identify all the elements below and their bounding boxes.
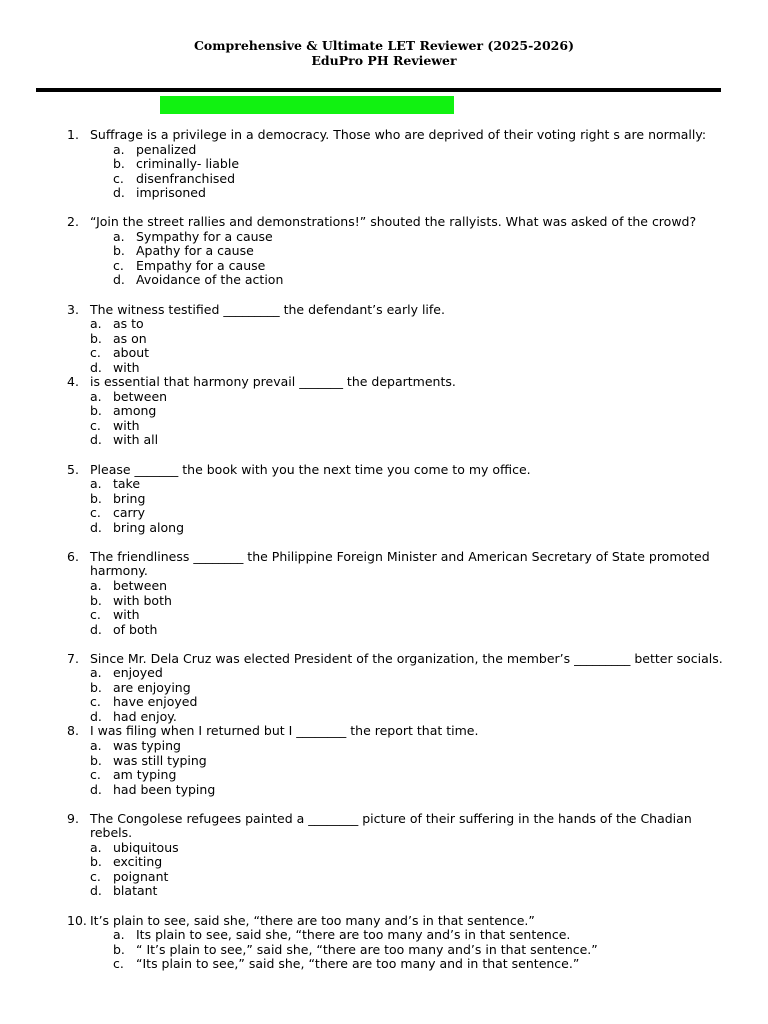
question-text: is essential that harmony prevail _______ the departments. [90, 374, 456, 390]
option [113, 259, 730, 274]
option-letter: d. [113, 185, 125, 201]
document-title: Comprehensive & Ultimate LET Reviewer (2025-2026) [193, 38, 574, 53]
option-text: was typing [113, 737, 181, 753]
option-letter: c. [90, 767, 101, 783]
question-text: Please _______ the book with you the next time you come to my office. [90, 461, 531, 477]
question-10 [67, 912, 730, 972]
option-letter: c. [90, 417, 101, 433]
option-text: penalized [136, 141, 197, 157]
option [113, 928, 730, 943]
option-letter: a. [90, 737, 102, 753]
option-letter: a. [90, 388, 102, 404]
option-text: “Its plain to see,” said she, “there are too many and in that sentence.” [136, 956, 580, 972]
option-text: enjoyed [113, 665, 163, 681]
option-letter: a. [90, 316, 102, 332]
question-list [0, 128, 768, 972]
option-text: between [113, 388, 168, 404]
option-text: among [113, 403, 157, 419]
question-3 [67, 301, 730, 376]
option-letter: d. [90, 621, 102, 637]
option-letter: d. [90, 781, 102, 797]
question-text: Suffrage is a privilege in a democracy. Those who are deprived of their voting right s are normally: [90, 127, 707, 142]
option-letter: d. [90, 708, 102, 724]
option-text: are enjoying [113, 679, 191, 695]
options [90, 390, 730, 448]
option [113, 157, 730, 172]
question-number: 6. [67, 548, 79, 564]
option [90, 681, 730, 696]
option-text: as to [113, 316, 144, 332]
question-number: 9. [67, 810, 79, 826]
option [90, 361, 730, 376]
option-text: ubiquitous [113, 839, 179, 855]
option-text: with all [113, 432, 159, 448]
option-letter: d. [90, 359, 102, 375]
option-text: take [113, 476, 141, 492]
option-text: have enjoyed [113, 694, 198, 710]
option [90, 579, 730, 594]
option [90, 433, 730, 448]
option-text: criminally- liable [136, 156, 240, 172]
options [113, 928, 730, 972]
option-letter: b. [90, 592, 102, 608]
question-2 [67, 214, 730, 288]
option [90, 506, 730, 521]
option [113, 143, 730, 158]
option [90, 404, 730, 419]
header-rule [36, 88, 721, 92]
option-text: imprisoned [136, 185, 206, 201]
option-letter: b. [113, 243, 125, 259]
option [90, 754, 730, 769]
document-subtitle: EduPro PH Reviewer [311, 53, 457, 68]
option [113, 244, 730, 259]
option-text: “ It’s plain to see,” said she, “there are too many and’s in that sentence.” [136, 941, 598, 957]
option-letter: b. [90, 752, 102, 768]
options [113, 230, 730, 288]
option [90, 608, 730, 623]
options [90, 841, 730, 899]
option-text: Avoidance of the action [136, 272, 284, 288]
option-letter: b. [90, 854, 102, 870]
question-text: The witness testified _________ the defendant’s early life. [90, 301, 445, 317]
option-letter: a. [90, 476, 102, 492]
option-letter: b. [90, 330, 102, 346]
question-9 [67, 810, 730, 899]
question-8 [67, 723, 730, 797]
option-text: poignant [113, 868, 169, 884]
option-letter: c. [90, 607, 101, 623]
option-letter: a. [113, 927, 125, 943]
question-number: 1. [67, 127, 79, 142]
option-letter: c. [90, 868, 101, 884]
question-number: 10. [67, 912, 87, 928]
option [90, 317, 730, 332]
question-5 [67, 461, 730, 536]
option [90, 346, 730, 361]
option [90, 768, 730, 783]
option [90, 884, 730, 899]
question-6 [67, 548, 730, 637]
option-text: had enjoy. [113, 708, 177, 724]
option [90, 390, 730, 405]
option [90, 492, 730, 507]
option-letter: d. [90, 883, 102, 899]
question-1 [67, 127, 730, 201]
option-letter: c. [90, 694, 101, 710]
option [90, 783, 730, 798]
option-letter: d. [90, 519, 102, 535]
option-text: as on [113, 330, 147, 346]
option-letter: d. [113, 272, 125, 288]
question-number: 7. [67, 650, 79, 666]
option-letter: b. [113, 941, 125, 957]
option [113, 186, 730, 201]
option-letter: a. [90, 665, 102, 681]
question-number: 5. [67, 461, 79, 477]
option-text: between [113, 577, 168, 593]
question-text: I was filing when I returned but I ________ the report that time. [90, 723, 479, 739]
option-text: Apathy for a cause [136, 243, 254, 259]
option-text: was still typing [113, 752, 207, 768]
option [90, 521, 730, 536]
option [90, 623, 730, 638]
option-text: am typing [113, 767, 177, 783]
option-text: blatant [113, 883, 158, 899]
option [113, 172, 730, 187]
option-letter: a. [113, 228, 125, 244]
option [90, 666, 730, 681]
option-text: carry [113, 505, 145, 521]
question-4 [67, 374, 730, 448]
option [90, 739, 730, 754]
option-letter: c. [113, 170, 124, 186]
option-text: with [113, 607, 140, 623]
option-text: Sympathy for a cause [136, 228, 273, 244]
option-text: exciting [113, 854, 163, 870]
option-text: of both [113, 621, 158, 637]
option-text: bring [113, 490, 146, 506]
option-letter: a. [90, 577, 102, 593]
option-text: disenfranchised [136, 170, 236, 186]
options [90, 739, 730, 797]
question-number: 3. [67, 301, 79, 317]
question-text: The friendliness ________ the Philippine Foreign Minister and American Secretary of State promoted harmony. [90, 548, 710, 579]
option [90, 870, 730, 885]
option [90, 710, 730, 725]
options [113, 143, 730, 201]
option-letter: c. [113, 956, 124, 972]
option-text: Empathy for a cause [136, 257, 266, 273]
question-text: “Join the street rallies and demonstrations!” shouted the rallyists. What was asked of the crowd? [90, 214, 697, 230]
highlight-bar [160, 96, 454, 114]
question-text: It’s plain to see, said she, “there are too many and’s in that sentence.” [90, 912, 535, 928]
question-number: 2. [67, 214, 79, 230]
question-number: 4. [67, 374, 79, 390]
options [90, 317, 730, 375]
option-letter: c. [90, 505, 101, 521]
option-letter: d. [90, 432, 102, 448]
options [90, 579, 730, 637]
option-letter: a. [113, 141, 125, 157]
option-text: about [113, 345, 150, 361]
option [113, 957, 730, 972]
option [90, 855, 730, 870]
option-letter: c. [113, 257, 124, 273]
option-text: bring along [113, 519, 185, 535]
option [113, 230, 730, 245]
option-letter: b. [90, 403, 102, 419]
question-text: The Congolese refugees painted a ________ picture of their suffering in the hands of the Chadian rebels. [90, 810, 692, 841]
options [90, 666, 730, 724]
option-text: with [113, 417, 140, 433]
option [90, 594, 730, 609]
option-text: Its plain to see, said she, “there are too many and’s in that sentence. [136, 927, 571, 943]
option-letter: a. [90, 839, 102, 855]
option-text: with both [113, 592, 172, 608]
option [90, 841, 730, 856]
options [90, 477, 730, 535]
option-letter: b. [113, 156, 125, 172]
option [113, 273, 730, 288]
option-letter: b. [90, 490, 102, 506]
option [113, 943, 730, 958]
question-number: 8. [67, 723, 79, 739]
option-letter: b. [90, 679, 102, 695]
option-letter: c. [90, 345, 101, 361]
question-text: Since Mr. Dela Cruz was elected President of the organization, the member’s _________ better socials. [90, 650, 723, 666]
option [90, 332, 730, 347]
option [90, 419, 730, 434]
question-7 [67, 650, 730, 725]
option [90, 477, 730, 492]
option [90, 695, 730, 710]
option-text: with [113, 359, 140, 375]
option-text: had been typing [113, 781, 216, 797]
